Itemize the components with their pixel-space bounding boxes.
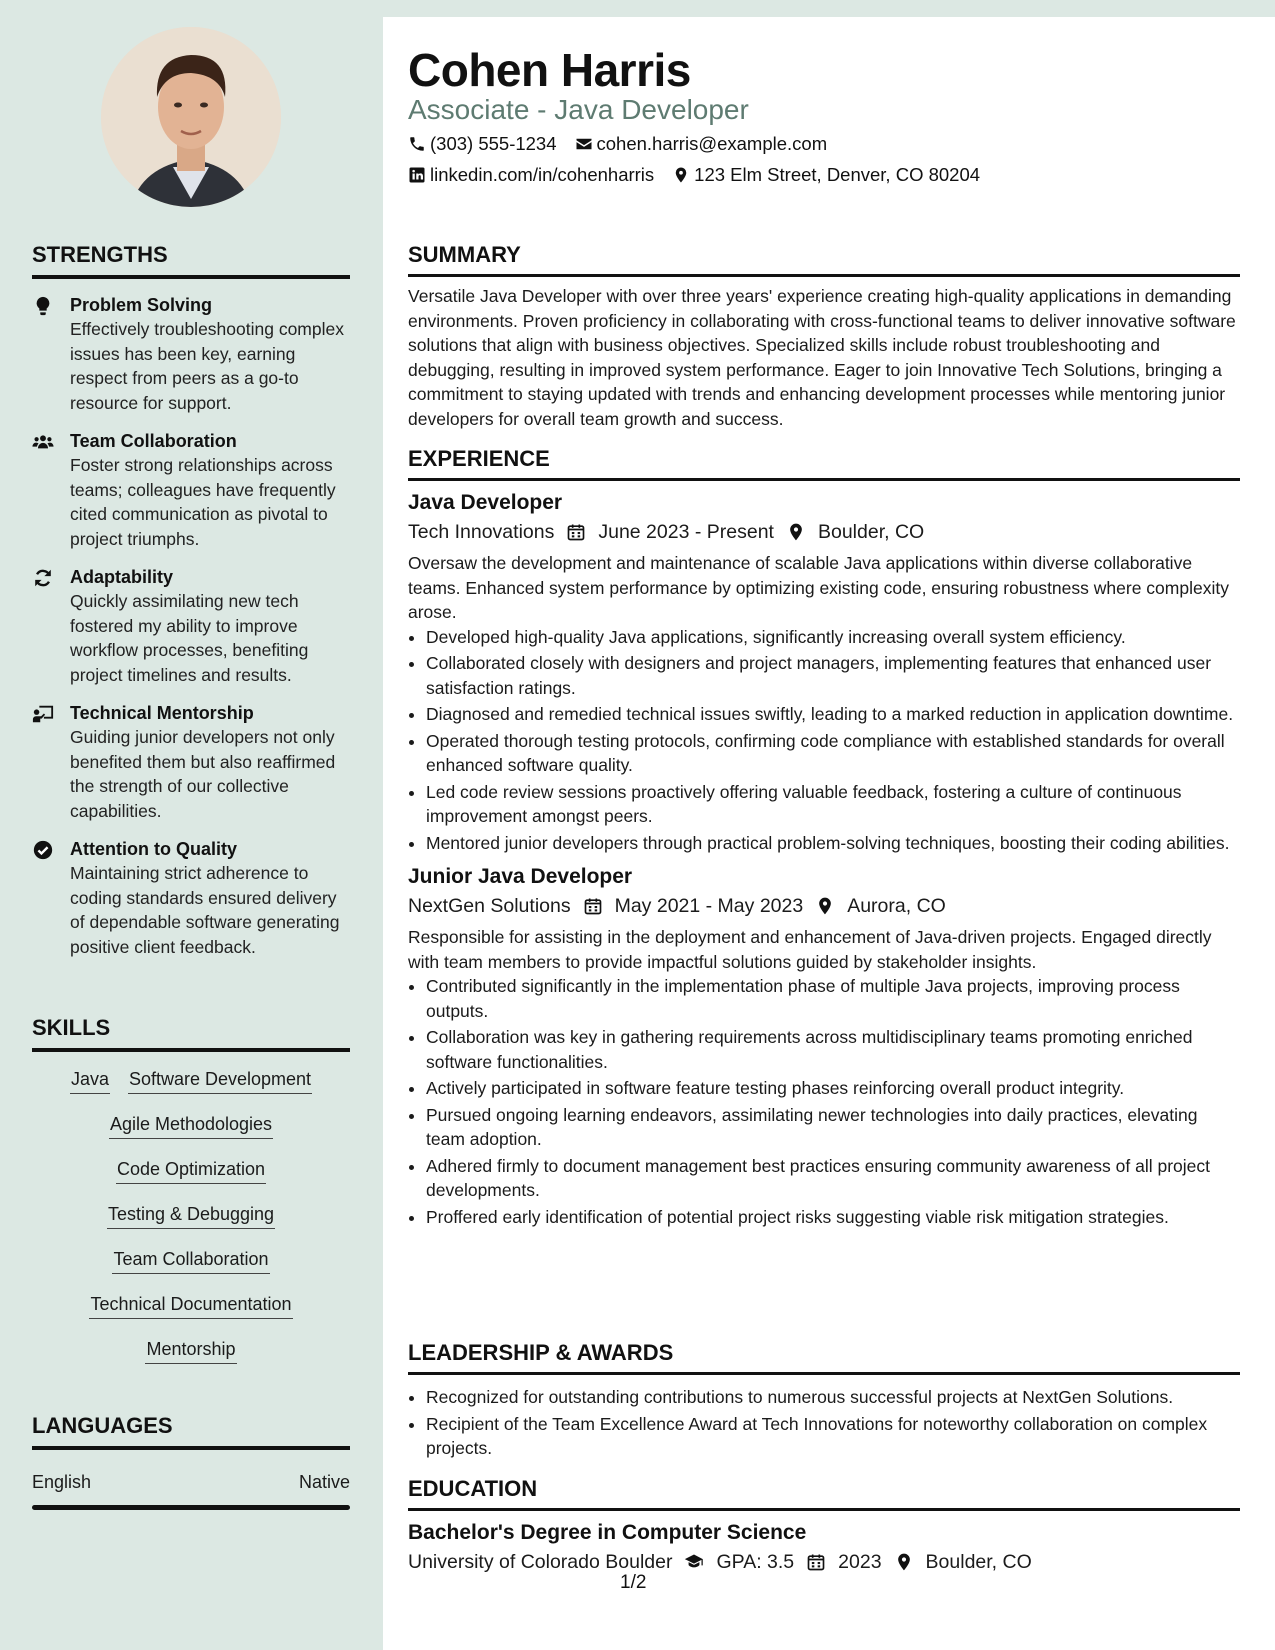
job-entry — [408, 863, 1240, 1229]
job-location: Aurora, CO — [847, 895, 946, 917]
skills-section — [32, 1015, 350, 1381]
phone-contact[interactable] — [408, 133, 557, 155]
job-bullet: • Collaborated closely with designers and project managers, implementing features that enhanced user satisfaction ratings. — [426, 651, 1240, 700]
envelope-icon — [575, 135, 593, 153]
profile-photo — [101, 27, 281, 207]
skills-heading: SKILLS — [32, 1015, 350, 1052]
experience-heading: EXPERIENCE — [408, 446, 1240, 481]
map-marker-icon — [786, 522, 806, 542]
school-name: University of Colorado Boulder — [408, 1551, 673, 1573]
job-bullet: • Diagnosed and remedied technical issues swiftly, leading to a marked reduction in application downtime. — [426, 702, 1240, 727]
job-bullet: • Operated thorough testing protocols, confirming code compliance with established standards for overall enhanced software quality. — [426, 729, 1240, 778]
job-entry — [408, 489, 1240, 855]
languages-section — [32, 1413, 350, 1510]
skill-tag: Mentorship — [145, 1336, 236, 1364]
person-name: Cohen Harris — [408, 44, 691, 96]
address-text: 123 Elm Street, Denver, CO 80204 — [694, 164, 981, 185]
job-description: Responsible for assisting in the deployment and enhancement of Java-driven projects. Engaged directly with team members to provide impactful solutions guided by stakeholder insights. — [408, 927, 1212, 972]
skill-tag: Code Optimization — [116, 1156, 266, 1184]
job-description: Oversaw the development and maintenance of scalable Java applications within diverse collaborative teams. Enhanced system performance by optimizing existing code, ensuring robustness where complexity arose. — [408, 553, 1229, 622]
strength-desc: Foster strong relationships across teams; colleagues have frequently cited communication as pivotal to project triumphs. — [70, 455, 336, 549]
strength-item — [32, 429, 350, 551]
school-location: Boulder, CO — [925, 1551, 1032, 1573]
language-level-bar — [32, 1505, 350, 1510]
job-bullets — [408, 974, 1240, 1229]
leadership-item: • Recognized for outstanding contributions to numerous successful projects at NextGen Solutions. — [426, 1385, 1240, 1410]
skills-list — [32, 1066, 350, 1381]
summary-text: Versatile Java Developer with over three years' experience creating high-quality applications in demanding environments. Proven proficiency in collaborating with cross-functional teams to deliver innovative software solutions that align with business objectives. Specialized skills include robust troubleshooting and debugging, resulting in improved system performance. Eager to join Innovative Tech Solutions, bringing a commitment to staying updated with trends and enhancing development processes while mentoring junior developers for overall team growth and success. — [408, 286, 1236, 429]
degree-title: Bachelor's Degree in Computer Science — [408, 1521, 807, 1544]
job-meta — [408, 891, 1240, 921]
chalkboard-teacher-icon — [32, 703, 54, 725]
strength-item — [32, 701, 350, 823]
linkedin-text: linkedin.com/in/cohenharris — [430, 164, 655, 185]
strengths-section — [32, 242, 350, 959]
email-text: cohen.harris@example.com — [596, 133, 828, 154]
page-number: 1/2 — [620, 1572, 647, 1593]
strengths-heading: STRENGTHS — [32, 242, 350, 279]
leadership-list — [408, 1385, 1240, 1461]
job-bullet: • Contributed significantly in the implementation phase of multiple Java projects, improving process outputs. — [426, 974, 1240, 1023]
strength-title: Team Collaboration — [70, 431, 237, 451]
graduation-year: 2023 — [838, 1551, 882, 1573]
education-heading: EDUCATION — [408, 1476, 1240, 1511]
job-bullets — [408, 625, 1240, 856]
job-dates: June 2023 - Present — [598, 521, 774, 543]
language-name: English — [32, 1472, 92, 1492]
job-meta — [408, 517, 1240, 547]
job-role: Junior Java Developer — [408, 865, 633, 888]
language-row — [32, 1472, 350, 1505]
phone-text: (303) 555-1234 — [430, 133, 557, 154]
job-title: Associate - Java Developer — [408, 94, 749, 125]
summary-heading: SUMMARY — [408, 242, 1240, 277]
sync-icon — [32, 567, 54, 589]
job-bullet: • Pursued ongoing learning endeavors, assimilating newer technologies into daily practices, elevating team adoption. — [426, 1103, 1240, 1152]
job-role: Java Developer — [408, 491, 563, 514]
contact-row-2 — [408, 164, 998, 186]
calendar-icon — [583, 896, 603, 916]
leadership-item: • Recipient of the Team Excellence Award at Tech Innovations for noteworthy collaboration on complex projects. — [426, 1412, 1240, 1461]
lightbulb-icon — [32, 295, 54, 317]
calendar-icon — [806, 1552, 826, 1572]
calendar-icon — [566, 522, 586, 542]
address-contact — [672, 164, 980, 186]
skill-tag: Testing & Debugging — [107, 1201, 275, 1229]
strength-item — [32, 565, 350, 687]
strength-title: Technical Mentorship — [70, 703, 254, 723]
skill-tag: Java — [70, 1066, 110, 1094]
experience-section — [408, 446, 1240, 1231]
strength-desc: Guiding junior developers not only benefited them but also reaffirmed the strength of our collective capabilities. — [70, 727, 336, 821]
job-bullet: • Adhered firmly to document management best practices ensuring community awareness of all project developments. — [426, 1154, 1240, 1203]
users-icon — [32, 431, 54, 453]
strength-item — [32, 293, 350, 415]
strength-title: Attention to Quality — [70, 839, 237, 859]
skill-tag: Technical Documentation — [89, 1291, 292, 1319]
education-meta — [408, 1547, 1240, 1577]
job-bullet: • Actively participated in software feature testing phases reinforcing overall product integrity. — [426, 1076, 1240, 1101]
skill-tag: Agile Methodologies — [109, 1111, 273, 1139]
job-bullet: • Collaboration was key in gathering requirements across multidisciplinary teams promoting enriched software functionalities. — [426, 1025, 1240, 1074]
job-bullet: • Developed high-quality Java applications, significantly increasing overall system efficiency. — [426, 625, 1240, 650]
linkedin-contact[interactable] — [408, 164, 654, 186]
skill-tag: Team Collaboration — [112, 1246, 269, 1274]
map-marker-icon — [672, 166, 690, 184]
job-bullet: • Mentored junior developers through practical problem-solving techniques, boosting their coding abilities. — [426, 831, 1240, 856]
languages-heading: LANGUAGES — [32, 1413, 350, 1450]
strength-desc: Quickly assimilating new tech fostered my ability to improve workflow processes, benefiting project timelines and results. — [70, 591, 309, 685]
job-bullet: • Led code review sessions proactively offering valuable feedback, fostering a culture of continuous improvement amongst peers. — [426, 780, 1240, 829]
map-marker-icon — [894, 1552, 914, 1572]
strength-title: Adaptability — [70, 567, 174, 587]
map-marker-icon — [815, 896, 835, 916]
strength-item — [32, 837, 350, 959]
job-bullet: • Proffered early identification of potential project risks suggesting viable risk mitigation strategies. — [426, 1205, 1240, 1230]
job-location: Boulder, CO — [817, 521, 925, 543]
email-contact[interactable] — [575, 133, 828, 155]
phone-icon — [408, 135, 426, 153]
strength-title: Problem Solving — [70, 295, 213, 315]
gpa-text: GPA: 3.5 — [716, 1551, 795, 1573]
education-section — [408, 1476, 1240, 1577]
strength-desc: Maintaining strict adherence to coding standards ensured delivery of dependable software generating positive client feedback. — [70, 863, 340, 957]
skill-tag: Software Development — [128, 1066, 312, 1094]
leadership-section — [408, 1340, 1240, 1463]
language-level: Native — [298, 1472, 350, 1492]
strength-desc: Effectively troubleshooting complex issues has been key, earning respect from peers as a go-to resource for support. — [70, 319, 344, 413]
graduation-cap-icon — [684, 1552, 704, 1572]
leadership-heading: LEADERSHIP & AWARDS — [408, 1340, 1240, 1375]
job-company: NextGen Solutions — [408, 895, 571, 917]
job-company: Tech Innovations — [408, 521, 555, 543]
job-dates: May 2021 - May 2023 — [614, 895, 804, 917]
summary-section — [408, 242, 1240, 431]
linkedin-icon — [408, 166, 426, 184]
contact-row-1 — [408, 133, 845, 155]
check-circle-icon — [32, 839, 54, 861]
